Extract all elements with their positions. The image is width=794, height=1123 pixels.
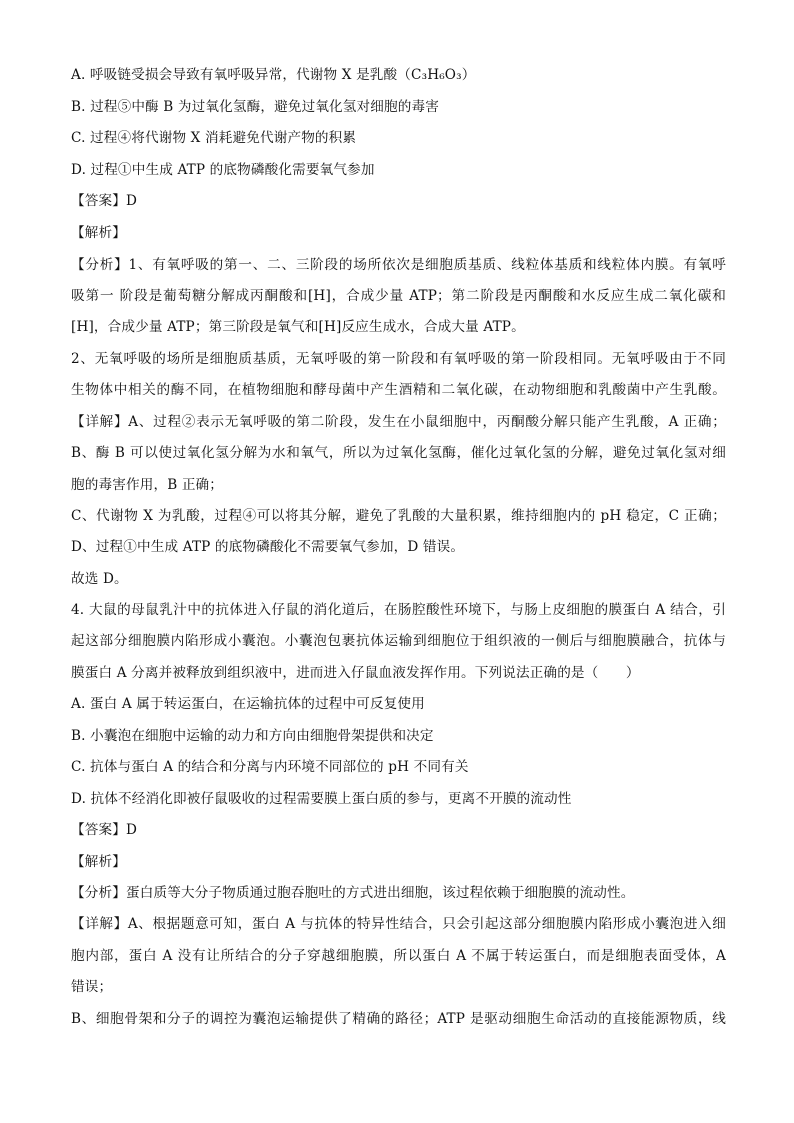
q4-detail-line: 错误； <box>71 979 113 995</box>
q3-detail-line: C、代谢物 X 为乳酸，过程④可以将其分解，避免了乳酸的大量积累，维持细胞内的 pH 稳定，C 正确； <box>71 508 726 524</box>
q3-option-c: C. 过程④将代谢物 X 消耗避免代谢产物的积累 <box>71 130 357 146</box>
q3-detail-line: B、酶 B 可以使过氧化氢分解为水和氧气，所以为过氧化氢酶，催化过氧化氢的分解，避免过氧化氢对细 <box>71 445 726 461</box>
q3-conclusion: 故选 D。 <box>71 571 128 587</box>
q4-option-c: C. 抗体与蛋白 A 的结合和分离与内环境不同部位的 pH 不同有关 <box>71 759 469 775</box>
q4-option-d: D. 抗体不经消化即被仔鼠吸收的过程需要膜上蛋白质的参与，更离不开膜的流动性 <box>71 791 572 807</box>
q3-analysis-line: 生物体中相关的酶不同，在植物细胞和酵母菌中产生酒精和二氧化碳，在动物细胞和乳酸菌中产生乳酸。 <box>71 382 726 398</box>
q3-option-b: B. 过程⑤中酶 B 为过氧化氢酶，避免过氧化氢对细胞的毒害 <box>71 99 440 115</box>
q4-detail-line: 【详解】A、根据题意可知，蛋白 A 与抗体的特异性结合，只会引起这部分细胞膜内陷形成小囊泡进入细 <box>71 916 726 932</box>
q4-detail-line: 胞内部，蛋白 A 没有让所结合的分子穿越细胞膜，所以蛋白 A 不属于转运蛋白，而是细胞表面受体，A <box>71 948 726 964</box>
q3-option-a: A. 呼吸链受损会导致有氧呼吸异常，代谢物 X 是乳酸（C₃H₆O₃） <box>71 67 476 83</box>
q4-analysis-title: 【解析】 <box>71 854 126 870</box>
q4-option-b: B. 小囊泡在细胞中运输的动力和方向由细胞骨架提供和决定 <box>71 728 434 744</box>
q4-detail-line: B、细胞骨架和分子的调控为囊泡运输提供了精确的路径；ATP 是驱动细胞生命活动的直接能源物质，线 <box>71 1011 726 1027</box>
q3-analysis-line: 【分析】1、有氧呼吸的第一、二、三阶段的场所依次是细胞质基质、线粒体基质和线粒体内膜。有氧呼 <box>71 257 726 273</box>
q3-analysis-line: 2、无氧呼吸的场所是细胞质基质，无氧呼吸的第一阶段和有氧呼吸的第一阶段相同。无氧呼吸由于不同 <box>71 351 726 367</box>
q4-answer: 【答案】D <box>71 822 138 838</box>
q4-analysis-line: 【分析】蛋白质等大分子物质通过胞吞胞吐的方式进出细胞，该过程依赖于细胞膜的流动性。 <box>71 885 635 901</box>
q4-stem-line: 膜蛋白 A 分离并被释放到组织液中，进而进入仔鼠血液发挥作用。下列说法正确的是（ ） <box>71 665 640 681</box>
q4-stem-line: 起这部分细胞膜内陷形成小囊泡。小囊泡包裹抗体运输到细胞位于组织液的一侧后与细胞膜融合，抗体与 <box>71 633 726 649</box>
q3-analysis-title: 【解析】 <box>71 225 126 241</box>
q3-answer: 【答案】D <box>71 193 138 209</box>
q3-analysis-line: [H]，合成少量 ATP；第三阶段是氧气和[H]反应生成水，合成大量 ATP。 <box>71 319 525 335</box>
q4-option-a: A. 蛋白 A 属于转运蛋白，在运输抗体的过程中可反复使用 <box>71 696 425 712</box>
q3-option-d: D. 过程①中生成 ATP 的底物磷酸化需要氧气参加 <box>71 162 375 178</box>
q3-detail-line: 【详解】A、过程②表示无氧呼吸的第二阶段，发生在小鼠细胞中，丙酮酸分解只能产生乳酸，A 正确； <box>71 414 726 430</box>
q3-detail-line: 胞的毒害作用，B 正确； <box>71 477 224 493</box>
q3-analysis-line: 吸第一 阶段是葡萄糖分解成丙酮酸和[H]，合成少量 ATP；第二阶段是丙酮酸和水反应生成二氧化碳和 <box>71 288 726 304</box>
q3-detail-line: D、过程①中生成 ATP 的底物磷酸化不需要氧气参加，D 错误。 <box>71 539 465 555</box>
q4-stem-line: 4. 大鼠的母鼠乳汁中的抗体进入仔鼠的消化道后，在肠腔酸性环境下，与肠上皮细胞的膜蛋白 A 结合，引 <box>71 602 726 618</box>
